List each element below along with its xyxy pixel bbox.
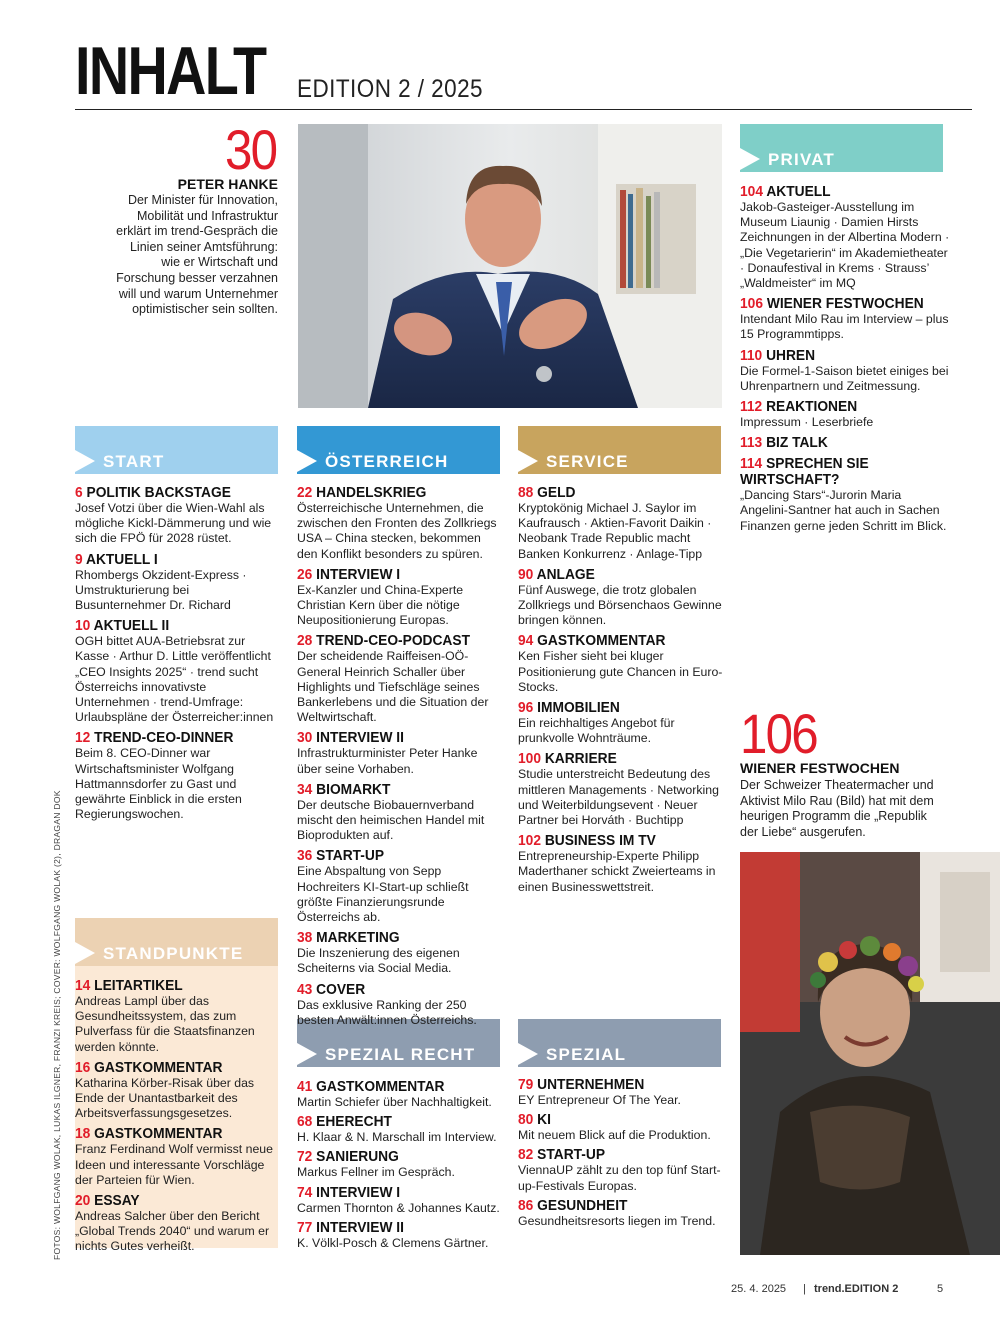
list-privat <box>740 184 950 539</box>
toc-entry-heading <box>740 399 940 415</box>
toc-entry-title: UHREN <box>766 347 816 364</box>
toc-entry-description: Die Formel-1-Saison bietet einiges bei Uhrenpartnern und Zeitmessung. <box>740 363 949 393</box>
toc-entry-title: GASTKOMMENTAR <box>316 1079 445 1095</box>
toc-entry-description: Carmen Thornton & Johannes Kautz. <box>297 1200 500 1215</box>
toc-entry[interactable] <box>297 982 503 1028</box>
toc-entry-description: Jakob-Gasteiger-Ausstellung im Museum Liaunig · Damien Hirsts Zeichnungen in der Albertina Modern · „Die Vegetarierin“ im Akademietheater · Donaufestival in Krems · Strauss’ „Waldmeister“ im MQ <box>740 200 950 291</box>
toc-entry[interactable] <box>297 1220 503 1251</box>
toc-entry-page-number: 104 <box>740 184 763 200</box>
footer-brand <box>814 1283 898 1295</box>
toc-entry-page-number: 26 <box>297 566 313 583</box>
toc-entry-page-number: 14 <box>75 978 91 994</box>
toc-entry[interactable] <box>297 1079 503 1110</box>
toc-entry-title: EHERECHT <box>316 1114 392 1131</box>
toc-entry-page-number: 96 <box>518 700 534 717</box>
toc-entry-heading <box>518 700 714 716</box>
toc-entry-heading <box>297 1114 493 1130</box>
list-oesterreich <box>297 485 503 1033</box>
toc-entry-heading <box>740 348 940 364</box>
toc-entry-description: ViennaUP zählt zu den top fünf Start-up-Festivals Europas. <box>518 1163 721 1193</box>
toc-entry-title: COVER <box>316 981 366 998</box>
toc-entry-title: START-UP <box>316 848 385 865</box>
toc-entry-heading <box>297 633 493 649</box>
list-standpunkte <box>75 978 280 1260</box>
edition-label: EDITION 2 / 2025 <box>297 75 484 103</box>
toc-entry-heading <box>75 1193 270 1209</box>
toc-entry-description: Martin Schiefer über Nachhaltigkeit. <box>297 1095 492 1109</box>
toc-entry-title: GASTKOMMENTAR <box>537 633 666 650</box>
toc-entry-page-number: 6 <box>75 485 83 501</box>
toc-entry-description: Österreichische Unternehmen, die zwischen den Fronten des Zollkriegs USA – China stecken, bekommen den Konflikt besonders zu spüren. <box>297 501 497 561</box>
toc-entry-description: „Dancing Stars“-Jurorin Maria Angelini-Santner hat auch in Sachen Finanzen gerne jeden Schritt im Blick. <box>740 488 947 533</box>
toc-entry[interactable] <box>518 833 724 895</box>
toc-entry-description: Katharina Körber-Risak über das Ende der Unantastbarkeit des Arbeitsverfassungsgesetzes. <box>75 1075 255 1121</box>
toc-entry-heading <box>75 485 270 501</box>
toc-entry[interactable] <box>75 978 280 1055</box>
section-start-label: START <box>103 452 165 471</box>
section-start-header[interactable] <box>75 426 278 474</box>
toc-entry-description: Der scheidende Raiffeisen-OÖ-General Heinrich Schaller über Highlights und Tiefschläge seines Bankerlebens und die Situation der Weltwirtschaft. <box>297 649 489 725</box>
toc-entry[interactable] <box>518 1198 724 1229</box>
toc-entry-title: SPRECHEN SIE WIRTSCHAFT? <box>740 456 869 489</box>
toc-entry-title: GASTKOMMENTAR <box>94 1126 223 1143</box>
toc-entry-page-number: 36 <box>297 848 313 865</box>
feature-right-headline[interactable]: WIENER FESTWOCHEN <box>740 760 900 776</box>
toc-entry-heading <box>297 1220 493 1236</box>
toc-entry-heading <box>518 1147 714 1163</box>
arrow-right-icon <box>75 942 95 964</box>
toc-entry-title: REAKTIONEN <box>766 399 858 416</box>
toc-entry[interactable] <box>518 633 724 695</box>
toc-entry-description: Andreas Lampl über das Gesundheitssystem, das zum Pulverfass für die Staatsfinanzen werden könnte. <box>75 994 255 1054</box>
toc-entry-title: BUSINESS IM TV <box>544 833 656 850</box>
toc-entry-title: GASTKOMMENTAR <box>94 1059 223 1076</box>
feature-top-text: Der Minister für Innovation, Mobilität und Infrastruktur erklärt im trend-Gespräch die Linien seiner Amtsführung: wie er Wirtschaft und Forschung besser verzahnen will und warum Unternehmer optimistischer sein sollten. <box>116 193 278 317</box>
toc-entry-title: AKTUELL <box>766 184 831 200</box>
toc-entry-title: AKTUELL I <box>85 551 158 568</box>
feature-right-text: Der Schweizer Theatermacher und Aktivist Milo Rau (Bild) hat mit dem heurigen Programm die „Republik der Liebe“ ausgerufen. <box>740 778 934 839</box>
toc-entry-title: ANLAGE <box>536 566 595 583</box>
toc-entry-heading <box>297 567 493 583</box>
arrow-right-icon <box>518 1043 538 1065</box>
toc-entry[interactable] <box>297 1185 503 1216</box>
section-oesterreich-label: ÖSTERREICH <box>325 452 449 471</box>
toc-entry-title: GESUNDHEIT <box>537 1197 628 1214</box>
toc-entry-page-number: 79 <box>518 1077 534 1093</box>
toc-entry-heading <box>518 833 714 849</box>
toc-entry-heading <box>518 1077 714 1093</box>
toc-entry-description: OGH bittet AUA-Betriebsrat zur Kasse · Arthur D. Little veröffentlicht „CEO Insights 2025“ · trend sucht Österreichs innovativste Unternehmen · trend-Umfrage: Urlaubspläne der Österreicher:innen <box>75 634 274 725</box>
toc-entry-description: Andreas Salcher über den Bericht „Global Trends 2040“ und warum er nichts Gutes verheißt. <box>75 1209 270 1254</box>
toc-entry[interactable] <box>518 1147 724 1193</box>
toc-entry[interactable] <box>740 456 950 534</box>
toc-entry[interactable] <box>297 730 503 776</box>
toc-entry-heading <box>740 296 940 312</box>
toc-entry-description: Die Inszenierung des eigenen Scheiterns via Social Media. <box>297 946 460 976</box>
toc-entry-heading <box>740 184 940 200</box>
toc-entry-title: HANDELSKRIEG <box>316 485 427 501</box>
toc-entry[interactable] <box>75 618 280 725</box>
toc-entry[interactable] <box>75 1193 280 1255</box>
page-title: INHALT <box>75 33 266 109</box>
arrow-right-icon <box>297 1043 317 1065</box>
feature-top-photo[interactable] <box>298 124 722 408</box>
toc-entry-description: Mit neuem Blick auf die Produktion. <box>518 1128 711 1143</box>
toc-entry-heading <box>518 633 714 649</box>
toc-entry-description: K. Völkl-Posch & Clemens Gärtner. <box>297 1235 489 1250</box>
toc-entry[interactable] <box>75 1126 280 1188</box>
toc-entry-title: AKTUELL II <box>93 618 170 635</box>
toc-entry[interactable] <box>740 435 950 451</box>
toc-entry-title: SANIERUNG <box>316 1149 399 1166</box>
section-oesterreich-header[interactable] <box>297 426 500 474</box>
toc-entry-description: Ex-Kanzler und China-Experte Christian Kern über die nötige Neupositionierung Europas. <box>297 582 464 628</box>
toc-entry[interactable] <box>297 485 503 562</box>
toc-entry-heading <box>740 435 940 451</box>
toc-entry-description: Impressum · Leserbriefe <box>740 415 874 430</box>
footer-separator: | <box>803 1283 806 1295</box>
arrow-right-icon <box>740 148 760 170</box>
toc-entry[interactable] <box>518 567 724 629</box>
section-spezial-label: SPEZIAL <box>546 1045 627 1064</box>
toc-entry-page-number: 22 <box>297 485 313 501</box>
toc-entry-title: INTERVIEW I <box>316 566 401 583</box>
toc-entry-description: Rhombergs Okzident-Express · Umstrukturierung bei Busunternehmer Dr. Richard <box>75 567 247 613</box>
toc-entry-description: Franz Ferdinand Wolf vermisst neue Ideen und interessante Vorschläge der Parteien für Wien. <box>75 1142 273 1187</box>
toc-entry-description: EY Entrepreneur Of The Year. <box>518 1093 681 1107</box>
toc-entry-title: BIZ TALK <box>766 435 828 452</box>
toc-entry-heading <box>297 848 493 864</box>
toc-entry[interactable] <box>518 1077 724 1108</box>
toc-entry-description: Intendant Milo Rau im Interview – plus 15 Programmtipps. <box>740 312 949 342</box>
toc-entry-heading <box>297 730 493 746</box>
toc-entry-title: BIOMARKT <box>316 781 391 798</box>
section-service-label: SERVICE <box>546 452 629 471</box>
section-standpunkte-label: STANDPUNKTE <box>103 944 244 963</box>
toc-entry-page-number: 94 <box>518 633 534 650</box>
footer-brand-text: trend.EDITION 2 <box>814 1283 899 1295</box>
toc-entry-page-number: 80 <box>518 1112 534 1129</box>
toc-entry-description: Infrastrukturminister Peter Hanke über seine Vorhaben. <box>297 746 478 776</box>
toc-entry-heading <box>518 485 714 501</box>
toc-entry-page-number: 72 <box>297 1149 313 1166</box>
toc-entry-heading <box>75 618 270 634</box>
toc-entry-title: TREND-CEO-PODCAST <box>316 633 470 650</box>
toc-entry-heading <box>518 751 714 767</box>
toc-entry-title: UNTERNEHMEN <box>537 1077 645 1093</box>
toc-entry[interactable] <box>75 552 280 614</box>
milo-rau-illustration <box>740 852 1000 1255</box>
toc-entry-title: WIENER FESTWOCHEN <box>766 296 924 313</box>
toc-entry-page-number: 43 <box>297 981 313 998</box>
toc-entry-page-number: 86 <box>518 1197 534 1214</box>
toc-entry-description: Beim 8. CEO-Dinner war Wirtschaftsminister Wolfgang Hattmannsdorfer zu Gast und gewährte Einblick in die ersten Regierungswochen. <box>75 746 242 822</box>
toc-entry-page-number: 100 <box>518 751 541 768</box>
toc-entry-title: INTERVIEW I <box>316 1184 401 1201</box>
toc-entry-page-number: 114 <box>740 456 763 473</box>
feature-top-headline[interactable]: PETER HANKE <box>177 176 278 192</box>
page-header <box>75 33 972 110</box>
toc-entry-page-number: 112 <box>740 399 763 416</box>
toc-entry-heading <box>297 982 493 998</box>
toc-entry-heading <box>297 930 493 946</box>
list-service <box>518 485 724 900</box>
toc-entry-page-number: 12 <box>75 730 91 747</box>
list-spezial <box>518 1077 724 1233</box>
toc-entry-title: KI <box>537 1112 551 1129</box>
toc-entry-heading <box>75 1060 270 1076</box>
toc-entry-heading <box>518 1112 714 1128</box>
toc-entry-page-number: 74 <box>297 1184 313 1201</box>
toc-entry[interactable] <box>740 296 950 342</box>
toc-entry-description: Der deutsche Biobauernverband mischt den heimischen Handel mit Bioprodukten auf. <box>297 797 485 843</box>
toc-entry-page-number: 41 <box>297 1079 313 1095</box>
toc-entry[interactable] <box>518 751 724 828</box>
feature-right-photo[interactable] <box>740 852 1000 1255</box>
toc-entry-heading <box>518 567 714 583</box>
toc-entry-description: Gesundheitsresorts liegen im Trend. <box>518 1213 716 1228</box>
toc-entry-title: TREND-CEO-DINNER <box>94 730 234 747</box>
toc-entry-description: Markus Fellner im Gespräch. <box>297 1165 455 1180</box>
toc-entry-heading <box>297 1079 493 1095</box>
arrow-right-icon <box>518 450 538 472</box>
toc-entry-description: Studie unterstreicht Bedeutung des mittleren Managements · Networking und Weiterbildungsevent · Neuer Partner bei Horváth · Buchtipp <box>518 767 719 828</box>
section-spezial-recht-label: SPEZIAL RECHT <box>325 1045 476 1064</box>
toc-entry-title: GELD <box>537 485 576 501</box>
arrow-right-icon <box>75 450 95 472</box>
toc-entry-heading <box>297 485 493 501</box>
list-spezial-recht <box>297 1079 503 1255</box>
toc-entry[interactable] <box>75 485 280 547</box>
section-spezial-header[interactable] <box>518 1019 721 1067</box>
toc-entry-description: Kryptokönig Michael J. Saylor im Kaufrausch · Aktien-Favorit Daikin · Neobank Trade Republic macht Banken Konkurrenz · Anlage-Tipp <box>518 501 712 561</box>
toc-entry-heading <box>75 552 270 568</box>
toc-entry-page-number: 90 <box>518 566 534 583</box>
toc-entry-title: POLITIK BACKSTAGE <box>86 485 231 501</box>
toc-entry-description: Josef Votzi über die Wien-Wahl als mögliche Kickl-Dämmerung und wie sich die FPÖ für 2028 rüstet. <box>75 501 272 546</box>
toc-entry-heading <box>75 1126 270 1142</box>
toc-entry-page-number: 30 <box>297 730 313 747</box>
portrait-illustration <box>298 124 722 408</box>
toc-entry[interactable] <box>75 730 280 822</box>
toc-entry-page-number: 106 <box>740 296 763 313</box>
toc-entry-page-number: 16 <box>75 1059 91 1076</box>
toc-entry-page-number: 110 <box>740 347 763 364</box>
arrow-right-icon <box>297 450 317 472</box>
toc-entry-description: Ken Fisher sieht bei kluger Positionierung gute Chancen in Euro-Stocks. <box>518 649 723 694</box>
toc-entry-page-number: 28 <box>297 633 313 650</box>
feature-right-number[interactable]: 106 <box>740 702 817 765</box>
toc-entry-description: Entrepreneurship-Experte Philipp Maderthaner schickt Zweierteams in einen Businesswettstreit. <box>518 849 716 894</box>
toc-entry-title: KARRIERE <box>544 751 617 768</box>
toc-entry-title: INTERVIEW II <box>316 1219 404 1236</box>
toc-entry[interactable] <box>518 485 724 562</box>
toc-entry-description: H. Klaar & N. Marschall im Interview. <box>297 1130 497 1145</box>
toc-entry-page-number: 88 <box>518 485 534 501</box>
section-standpunkte-header[interactable] <box>75 918 278 966</box>
toc-entry[interactable] <box>518 1112 724 1143</box>
toc-entry[interactable] <box>297 567 503 629</box>
toc-entry[interactable] <box>297 633 503 725</box>
toc-entry[interactable] <box>297 848 503 925</box>
toc-entry-heading <box>297 782 493 798</box>
toc-entry[interactable] <box>518 700 724 746</box>
toc-entry[interactable] <box>297 1114 503 1145</box>
toc-entry-heading <box>297 1185 493 1201</box>
section-privat-header[interactable] <box>740 124 943 172</box>
toc-entry-page-number: 18 <box>75 1126 91 1143</box>
toc-entry-heading <box>297 1149 493 1165</box>
footer-date: 25. 4. 2025 <box>731 1283 787 1295</box>
toc-entry-heading <box>740 456 897 488</box>
toc-entry-page-number: 77 <box>297 1219 313 1236</box>
toc-entry-heading <box>518 1198 714 1214</box>
toc-entry-title: ESSAY <box>94 1193 140 1210</box>
toc-entry[interactable] <box>297 782 503 844</box>
toc-entry[interactable] <box>740 348 950 394</box>
toc-entry[interactable] <box>740 184 950 291</box>
section-privat-label: PRIVAT <box>768 150 836 169</box>
toc-entry-description: Fünf Auswege, die trotz globalen Zollkriegs und Börsenchaos Gewinne bringen können. <box>518 582 722 628</box>
toc-entry-title: START-UP <box>537 1147 606 1164</box>
toc-entry-page-number: 113 <box>740 435 763 452</box>
section-service-header[interactable] <box>518 426 721 474</box>
toc-entry-page-number: 68 <box>297 1114 313 1131</box>
toc-entry-heading <box>75 730 270 746</box>
photo-credit: FOTOS: WOLFGANG WOLAK, LUKAS ILGNER, FRANZI KREIS; COVER: WOLFGANG WOLAK (2), DRAGAN DOK <box>52 790 62 1260</box>
toc-entry-title: INTERVIEW II <box>316 730 404 747</box>
toc-entry-page-number: 34 <box>297 781 313 798</box>
toc-entry-title: LEITARTIKEL <box>94 978 183 994</box>
toc-entry-description: Ein reichhaltiges Angebot für prunkvolle Wohnträume. <box>518 716 675 746</box>
toc-entry-page-number: 10 <box>75 618 91 635</box>
toc-entry-heading <box>75 978 270 994</box>
toc-entry-page-number: 20 <box>75 1193 91 1210</box>
toc-entry-page-number: 9 <box>75 551 83 568</box>
toc-entry-page-number: 82 <box>518 1147 534 1164</box>
toc-entry-page-number: 38 <box>297 930 313 947</box>
toc-entry[interactable] <box>297 1149 503 1180</box>
toc-entry-title: IMMOBILIEN <box>537 700 620 717</box>
toc-entry-description: Das exklusive Ranking der 250 besten Anwält:innen Österreichs. <box>297 997 477 1027</box>
list-start <box>75 485 280 827</box>
toc-entry-title: MARKETING <box>316 930 400 947</box>
toc-entry[interactable] <box>75 1060 280 1122</box>
toc-entry[interactable] <box>297 930 503 976</box>
page-number: 5 <box>937 1283 944 1295</box>
toc-entry[interactable] <box>740 399 950 430</box>
toc-entry-description: Eine Abspaltung von Sepp Hochreiters KI-Start-up schließt größte Finanzierungsrunde Österreichs ab. <box>297 864 469 925</box>
feature-top-number[interactable]: 30 <box>224 118 276 181</box>
toc-entry-page-number: 102 <box>518 833 541 850</box>
